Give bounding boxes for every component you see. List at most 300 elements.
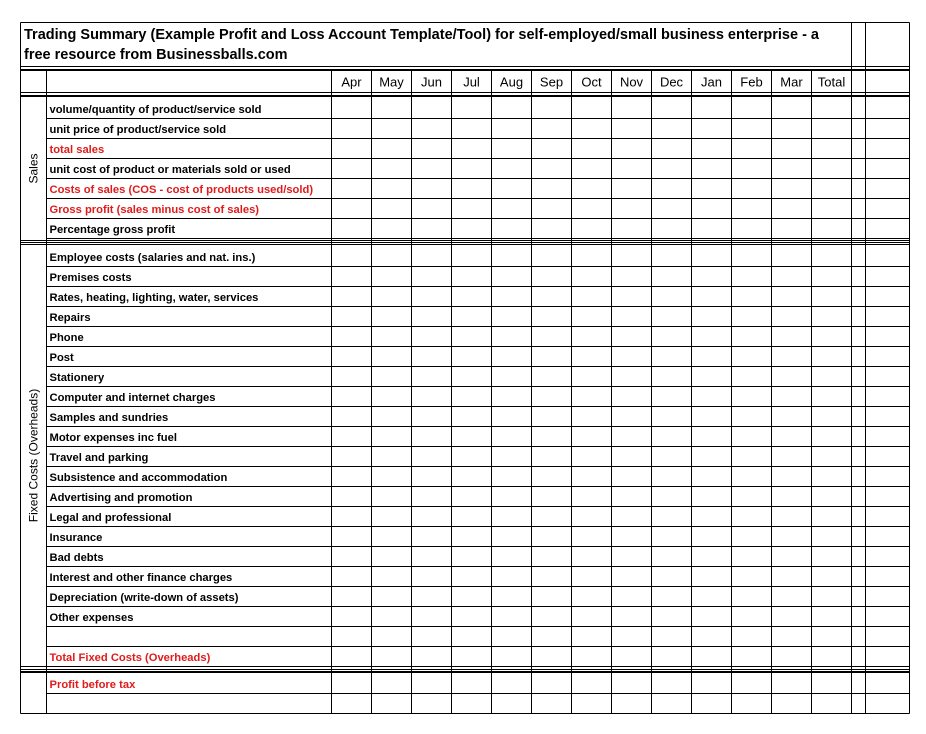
fixed_costs_section-cell[interactable] <box>612 387 651 406</box>
sales_section-cell[interactable] <box>612 119 651 138</box>
fixed_costs_section-cell[interactable] <box>532 367 571 386</box>
fixed_costs_section-cell[interactable] <box>612 527 651 546</box>
fixed_costs_section-cell[interactable] <box>492 307 531 326</box>
fixed_costs_section-cell[interactable] <box>492 447 531 466</box>
fixed_costs_section-cell[interactable] <box>732 487 771 506</box>
fixed_costs_section-cell[interactable] <box>412 287 451 306</box>
fixed_costs_section-cell[interactable] <box>372 647 411 666</box>
fixed_costs_section-cell[interactable] <box>372 527 411 546</box>
fixed_costs_section-cell[interactable] <box>492 607 531 626</box>
fixed_costs_section-cell[interactable] <box>332 587 371 606</box>
fixed_costs_section-cell[interactable] <box>412 587 451 606</box>
profit_section-cell[interactable] <box>612 674 651 693</box>
sales_section-cell[interactable] <box>452 179 491 198</box>
fixed_costs_section-cell[interactable] <box>652 607 691 626</box>
fixed_costs_section-cell[interactable] <box>532 447 571 466</box>
fixed_costs_section-cell[interactable] <box>692 587 731 606</box>
profit_section-cell[interactable] <box>732 694 771 713</box>
sales_section-cell[interactable] <box>612 219 651 238</box>
sales_section-cell[interactable] <box>652 119 691 138</box>
fixed_costs_section-cell[interactable] <box>332 487 371 506</box>
fixed_costs_section-cell[interactable] <box>812 367 851 386</box>
fixed_costs_section-cell[interactable] <box>372 347 411 366</box>
sales_section-cell[interactable] <box>492 179 531 198</box>
fixed_costs_section-cell[interactable] <box>692 427 731 446</box>
fixed_costs_section-cell[interactable] <box>572 347 611 366</box>
fixed_costs_section-cell[interactable] <box>572 367 611 386</box>
fixed_costs_section-cell[interactable] <box>612 507 651 526</box>
profit_section-cell[interactable] <box>332 674 371 693</box>
fixed_costs_section-cell[interactable] <box>332 347 371 366</box>
fixed_costs_section-cell[interactable] <box>532 307 571 326</box>
fixed_costs_section-cell[interactable] <box>412 527 451 546</box>
sales_section-cell[interactable] <box>412 159 451 178</box>
fixed_costs_section-cell[interactable] <box>812 347 851 366</box>
fixed_costs_section-cell[interactable] <box>652 347 691 366</box>
sales_section-cell[interactable] <box>412 139 451 158</box>
profit_section-cell[interactable] <box>812 674 851 693</box>
fixed_costs_section-cell[interactable] <box>452 347 491 366</box>
sales_section-cell[interactable] <box>492 99 531 118</box>
fixed_costs_section-cell[interactable] <box>612 307 651 326</box>
fixed_costs_section-cell[interactable] <box>652 567 691 586</box>
profit_section-cell[interactable] <box>532 694 571 713</box>
sales_section-cell[interactable] <box>732 119 771 138</box>
fixed_costs_section-cell[interactable] <box>692 367 731 386</box>
sales_section-cell[interactable] <box>372 139 411 158</box>
fixed_costs_section-cell[interactable] <box>732 527 771 546</box>
fixed_costs_section-cell[interactable] <box>732 567 771 586</box>
fixed_costs_section-cell[interactable] <box>732 367 771 386</box>
fixed_costs_section-cell[interactable] <box>332 287 371 306</box>
fixed_costs_section-cell[interactable] <box>572 287 611 306</box>
fixed_costs_section-cell[interactable] <box>452 247 491 266</box>
sales_section-cell[interactable] <box>772 199 811 218</box>
sales_section-cell[interactable] <box>812 119 851 138</box>
fixed_costs_section-cell[interactable] <box>492 647 531 666</box>
sales_section-cell[interactable] <box>332 99 371 118</box>
sales_section-cell[interactable] <box>732 199 771 218</box>
fixed_costs_section-cell[interactable] <box>612 487 651 506</box>
fixed_costs_section-cell[interactable] <box>652 267 691 286</box>
fixed_costs_section-cell[interactable] <box>772 327 811 346</box>
fixed_costs_section-cell[interactable] <box>412 467 451 486</box>
sales_section-cell[interactable] <box>772 139 811 158</box>
fixed_costs_section-cell[interactable] <box>692 567 731 586</box>
sales_section-cell[interactable] <box>372 199 411 218</box>
fixed_costs_section-cell[interactable] <box>372 367 411 386</box>
fixed_costs_section-cell[interactable] <box>772 447 811 466</box>
sales_section-cell[interactable] <box>452 159 491 178</box>
fixed_costs_section-cell[interactable] <box>812 587 851 606</box>
fixed_costs_section-cell[interactable] <box>812 647 851 666</box>
fixed_costs_section-cell[interactable] <box>492 287 531 306</box>
fixed_costs_section-cell[interactable] <box>772 607 811 626</box>
fixed_costs_section-cell[interactable] <box>732 307 771 326</box>
fixed_costs_section-cell[interactable] <box>452 307 491 326</box>
fixed_costs_section-cell[interactable] <box>812 607 851 626</box>
fixed_costs_section-cell[interactable] <box>732 327 771 346</box>
fixed_costs_section-cell[interactable] <box>532 387 571 406</box>
fixed_costs_section-cell[interactable] <box>372 307 411 326</box>
fixed_costs_section-cell[interactable] <box>652 247 691 266</box>
fixed_costs_section-cell[interactable] <box>332 507 371 526</box>
fixed_costs_section-cell[interactable] <box>492 507 531 526</box>
sales_section-cell[interactable] <box>492 219 531 238</box>
fixed_costs_section-cell[interactable] <box>492 347 531 366</box>
fixed_costs_section-cell[interactable] <box>572 507 611 526</box>
fixed_costs_section-cell[interactable] <box>412 547 451 566</box>
sales_section-cell[interactable] <box>412 199 451 218</box>
fixed_costs_section-cell[interactable] <box>492 467 531 486</box>
fixed_costs_section-cell[interactable] <box>372 467 411 486</box>
sales_section-cell[interactable] <box>692 119 731 138</box>
fixed_costs_section-cell[interactable] <box>732 387 771 406</box>
fixed_costs_section-cell[interactable] <box>772 427 811 446</box>
profit_section-cell[interactable] <box>692 674 731 693</box>
fixed_costs_section-cell[interactable] <box>412 567 451 586</box>
fixed_costs_section-cell[interactable] <box>652 507 691 526</box>
fixed_costs_section-cell[interactable] <box>532 547 571 566</box>
sales_section-cell[interactable] <box>452 99 491 118</box>
fixed_costs_section-cell[interactable] <box>572 527 611 546</box>
fixed_costs_section-cell[interactable] <box>372 287 411 306</box>
sales_section-cell[interactable] <box>652 199 691 218</box>
fixed_costs_section-cell[interactable] <box>652 427 691 446</box>
profit_section-cell[interactable] <box>412 694 451 713</box>
fixed_costs_section-cell[interactable] <box>532 247 571 266</box>
fixed_costs_section-cell[interactable] <box>372 507 411 526</box>
fixed_costs_section-cell[interactable] <box>332 387 371 406</box>
sales_section-cell[interactable] <box>652 219 691 238</box>
fixed_costs_section-cell[interactable] <box>412 507 451 526</box>
fixed_costs_section-cell[interactable] <box>532 327 571 346</box>
fixed_costs_section-cell[interactable] <box>812 567 851 586</box>
fixed_costs_section-cell[interactable] <box>772 247 811 266</box>
fixed_costs_section-cell[interactable] <box>652 647 691 666</box>
fixed_costs_section-cell[interactable] <box>772 387 811 406</box>
sales_section-cell[interactable] <box>772 119 811 138</box>
sales_section-cell[interactable] <box>572 159 611 178</box>
fixed_costs_section-cell[interactable] <box>412 387 451 406</box>
fixed_costs_section-cell[interactable] <box>532 507 571 526</box>
fixed_costs_section-cell[interactable] <box>772 487 811 506</box>
sales_section-cell[interactable] <box>612 99 651 118</box>
fixed_costs_section-cell[interactable] <box>652 367 691 386</box>
fixed_costs_section-cell[interactable] <box>372 607 411 626</box>
fixed_costs_section-cell[interactable] <box>772 287 811 306</box>
fixed_costs_section-cell[interactable] <box>412 247 451 266</box>
fixed_costs_section-cell[interactable] <box>452 387 491 406</box>
fixed_costs_section-cell[interactable] <box>492 247 531 266</box>
profit_section-cell[interactable] <box>452 674 491 693</box>
fixed_costs_section-cell[interactable] <box>452 407 491 426</box>
sales_section-cell[interactable] <box>412 179 451 198</box>
fixed_costs_section-cell[interactable] <box>652 327 691 346</box>
fixed_costs_section-cell[interactable] <box>692 467 731 486</box>
fixed_costs_section-cell[interactable] <box>772 647 811 666</box>
sales_section-cell[interactable] <box>532 219 571 238</box>
fixed_costs_section-cell[interactable] <box>332 467 371 486</box>
profit_section-cell[interactable] <box>532 674 571 693</box>
sales_section-cell[interactable] <box>612 199 651 218</box>
fixed_costs_section-cell[interactable] <box>412 487 451 506</box>
profit_section-cell[interactable] <box>572 674 611 693</box>
fixed_costs_section-cell[interactable] <box>532 407 571 426</box>
fixed_costs_section-cell[interactable] <box>412 627 451 646</box>
fixed_costs_section-cell[interactable] <box>532 567 571 586</box>
sales_section-cell[interactable] <box>532 199 571 218</box>
sales_section-cell[interactable] <box>412 119 451 138</box>
fixed_costs_section-cell[interactable] <box>372 547 411 566</box>
fixed_costs_section-cell[interactable] <box>692 447 731 466</box>
fixed_costs_section-cell[interactable] <box>732 407 771 426</box>
fixed_costs_section-cell[interactable] <box>612 587 651 606</box>
fixed_costs_section-cell[interactable] <box>412 307 451 326</box>
sales_section-cell[interactable] <box>532 179 571 198</box>
fixed_costs_section-cell[interactable] <box>812 507 851 526</box>
fixed_costs_section-cell[interactable] <box>612 567 651 586</box>
fixed_costs_section-cell[interactable] <box>332 247 371 266</box>
fixed_costs_section-cell[interactable] <box>412 647 451 666</box>
fixed_costs_section-cell[interactable] <box>732 507 771 526</box>
sales_section-cell[interactable] <box>332 119 371 138</box>
sales_section-cell[interactable] <box>812 139 851 158</box>
fixed_costs_section-cell[interactable] <box>572 547 611 566</box>
fixed_costs_section-cell[interactable] <box>372 587 411 606</box>
profit_section-cell[interactable] <box>372 674 411 693</box>
fixed_costs_section-cell[interactable] <box>572 467 611 486</box>
sales_section-cell[interactable] <box>612 159 651 178</box>
fixed_costs_section-cell[interactable] <box>452 607 491 626</box>
fixed_costs_section-cell[interactable] <box>612 607 651 626</box>
fixed_costs_section-cell[interactable] <box>612 427 651 446</box>
fixed_costs_section-cell[interactable] <box>732 427 771 446</box>
fixed_costs_section-cell[interactable] <box>732 247 771 266</box>
fixed_costs_section-cell[interactable] <box>612 267 651 286</box>
fixed_costs_section-cell[interactable] <box>732 547 771 566</box>
sales_section-cell[interactable] <box>732 179 771 198</box>
fixed_costs_section-cell[interactable] <box>452 367 491 386</box>
fixed_costs_section-cell[interactable] <box>812 267 851 286</box>
sales_section-cell[interactable] <box>332 159 371 178</box>
sales_section-cell[interactable] <box>812 179 851 198</box>
fixed_costs_section-cell[interactable] <box>492 567 531 586</box>
fixed_costs_section-cell[interactable] <box>812 547 851 566</box>
sales_section-cell[interactable] <box>812 219 851 238</box>
sales_section-cell[interactable] <box>572 219 611 238</box>
sales_section-cell[interactable] <box>532 99 571 118</box>
fixed_costs_section-cell[interactable] <box>692 307 731 326</box>
fixed_costs_section-cell[interactable] <box>772 567 811 586</box>
fixed_costs_section-cell[interactable] <box>452 287 491 306</box>
sheet-cells[interactable] <box>332 99 851 713</box>
fixed_costs_section-cell[interactable] <box>572 567 611 586</box>
fixed_costs_section-cell[interactable] <box>372 387 411 406</box>
fixed_costs_section-cell[interactable] <box>692 547 731 566</box>
sales_section-cell[interactable] <box>692 199 731 218</box>
fixed_costs_section-cell[interactable] <box>772 627 811 646</box>
fixed_costs_section-cell[interactable] <box>692 627 731 646</box>
fixed_costs_section-cell[interactable] <box>692 247 731 266</box>
fixed_costs_section-cell[interactable] <box>652 307 691 326</box>
fixed_costs_section-cell[interactable] <box>812 487 851 506</box>
fixed_costs_section-cell[interactable] <box>772 467 811 486</box>
fixed_costs_section-cell[interactable] <box>492 387 531 406</box>
fixed_costs_section-cell[interactable] <box>492 407 531 426</box>
profit_section-cell[interactable] <box>732 674 771 693</box>
fixed_costs_section-cell[interactable] <box>412 367 451 386</box>
fixed_costs_section-cell[interactable] <box>412 447 451 466</box>
fixed_costs_section-cell[interactable] <box>572 327 611 346</box>
fixed_costs_section-cell[interactable] <box>492 487 531 506</box>
fixed_costs_section-cell[interactable] <box>812 427 851 446</box>
fixed_costs_section-cell[interactable] <box>532 587 571 606</box>
sales_section-cell[interactable] <box>572 119 611 138</box>
fixed_costs_section-cell[interactable] <box>612 407 651 426</box>
fixed_costs_section-cell[interactable] <box>492 327 531 346</box>
fixed_costs_section-cell[interactable] <box>572 487 611 506</box>
sales_section-cell[interactable] <box>772 99 811 118</box>
sales_section-cell[interactable] <box>692 99 731 118</box>
fixed_costs_section-cell[interactable] <box>372 487 411 506</box>
fixed_costs_section-cell[interactable] <box>452 527 491 546</box>
fixed_costs_section-cell[interactable] <box>692 407 731 426</box>
fixed_costs_section-cell[interactable] <box>652 447 691 466</box>
sales_section-cell[interactable] <box>332 219 371 238</box>
fixed_costs_section-cell[interactable] <box>812 527 851 546</box>
sales_section-cell[interactable] <box>652 99 691 118</box>
profit_section-cell[interactable] <box>652 694 691 713</box>
sales_section-cell[interactable] <box>812 199 851 218</box>
fixed_costs_section-cell[interactable] <box>332 547 371 566</box>
fixed_costs_section-cell[interactable] <box>612 627 651 646</box>
fixed_costs_section-cell[interactable] <box>532 607 571 626</box>
sales_section-cell[interactable] <box>812 159 851 178</box>
fixed_costs_section-cell[interactable] <box>492 627 531 646</box>
fixed_costs_section-cell[interactable] <box>372 567 411 586</box>
fixed_costs_section-cell[interactable] <box>692 607 731 626</box>
fixed_costs_section-cell[interactable] <box>492 547 531 566</box>
fixed_costs_section-cell[interactable] <box>452 327 491 346</box>
fixed_costs_section-cell[interactable] <box>692 647 731 666</box>
fixed_costs_section-cell[interactable] <box>452 427 491 446</box>
fixed_costs_section-cell[interactable] <box>572 607 611 626</box>
fixed_costs_section-cell[interactable] <box>452 467 491 486</box>
sales_section-cell[interactable] <box>572 199 611 218</box>
fixed_costs_section-cell[interactable] <box>612 347 651 366</box>
profit_section-cell[interactable] <box>612 694 651 713</box>
fixed_costs_section-cell[interactable] <box>612 647 651 666</box>
sales_section-cell[interactable] <box>572 139 611 158</box>
fixed_costs_section-cell[interactable] <box>532 487 571 506</box>
profit_section-cell[interactable] <box>772 674 811 693</box>
fixed_costs_section-cell[interactable] <box>572 387 611 406</box>
sales_section-cell[interactable] <box>372 219 411 238</box>
fixed_costs_section-cell[interactable] <box>612 547 651 566</box>
fixed_costs_section-cell[interactable] <box>732 647 771 666</box>
fixed_costs_section-cell[interactable] <box>452 267 491 286</box>
fixed_costs_section-cell[interactable] <box>372 427 411 446</box>
fixed_costs_section-cell[interactable] <box>812 287 851 306</box>
fixed_costs_section-cell[interactable] <box>532 647 571 666</box>
fixed_costs_section-cell[interactable] <box>652 527 691 546</box>
fixed_costs_section-cell[interactable] <box>332 627 371 646</box>
fixed_costs_section-cell[interactable] <box>652 407 691 426</box>
fixed_costs_section-cell[interactable] <box>652 467 691 486</box>
fixed_costs_section-cell[interactable] <box>612 247 651 266</box>
fixed_costs_section-cell[interactable] <box>772 587 811 606</box>
fixed_costs_section-cell[interactable] <box>452 587 491 606</box>
sales_section-cell[interactable] <box>572 179 611 198</box>
fixed_costs_section-cell[interactable] <box>332 327 371 346</box>
fixed_costs_section-cell[interactable] <box>412 267 451 286</box>
sales_section-cell[interactable] <box>372 119 411 138</box>
fixed_costs_section-cell[interactable] <box>452 507 491 526</box>
sales_section-cell[interactable] <box>652 139 691 158</box>
profit_section-cell[interactable] <box>412 674 451 693</box>
fixed_costs_section-cell[interactable] <box>812 387 851 406</box>
sales_section-cell[interactable] <box>492 159 531 178</box>
profit_section-cell[interactable] <box>772 694 811 713</box>
sales_section-cell[interactable] <box>372 179 411 198</box>
fixed_costs_section-cell[interactable] <box>772 407 811 426</box>
fixed_costs_section-cell[interactable] <box>332 567 371 586</box>
sales_section-cell[interactable] <box>732 139 771 158</box>
profit_section-cell[interactable] <box>492 694 531 713</box>
fixed_costs_section-cell[interactable] <box>812 327 851 346</box>
sales_section-cell[interactable] <box>332 199 371 218</box>
fixed_costs_section-cell[interactable] <box>452 547 491 566</box>
fixed_costs_section-cell[interactable] <box>332 447 371 466</box>
sales_section-cell[interactable] <box>692 219 731 238</box>
fixed_costs_section-cell[interactable] <box>412 347 451 366</box>
sales_section-cell[interactable] <box>612 139 651 158</box>
sales_section-cell[interactable] <box>732 99 771 118</box>
fixed_costs_section-cell[interactable] <box>492 587 531 606</box>
fixed_costs_section-cell[interactable] <box>532 527 571 546</box>
sales_section-cell[interactable] <box>692 179 731 198</box>
fixed_costs_section-cell[interactable] <box>572 447 611 466</box>
fixed_costs_section-cell[interactable] <box>572 647 611 666</box>
fixed_costs_section-cell[interactable] <box>692 387 731 406</box>
fixed_costs_section-cell[interactable] <box>732 587 771 606</box>
sales_section-cell[interactable] <box>372 99 411 118</box>
fixed_costs_section-cell[interactable] <box>812 627 851 646</box>
fixed_costs_section-cell[interactable] <box>572 307 611 326</box>
fixed_costs_section-cell[interactable] <box>532 467 571 486</box>
fixed_costs_section-cell[interactable] <box>412 607 451 626</box>
sales_section-cell[interactable] <box>652 179 691 198</box>
sales_section-cell[interactable] <box>732 219 771 238</box>
fixed_costs_section-cell[interactable] <box>372 447 411 466</box>
fixed_costs_section-cell[interactable] <box>452 627 491 646</box>
fixed_costs_section-cell[interactable] <box>692 347 731 366</box>
fixed_costs_section-cell[interactable] <box>772 367 811 386</box>
fixed_costs_section-cell[interactable] <box>492 267 531 286</box>
sales_section-cell[interactable] <box>532 139 571 158</box>
fixed_costs_section-cell[interactable] <box>332 367 371 386</box>
fixed_costs_section-cell[interactable] <box>412 407 451 426</box>
fixed_costs_section-cell[interactable] <box>612 447 651 466</box>
fixed_costs_section-cell[interactable] <box>332 407 371 426</box>
fixed_costs_section-cell[interactable] <box>572 267 611 286</box>
fixed_costs_section-cell[interactable] <box>572 627 611 646</box>
sales_section-cell[interactable] <box>812 99 851 118</box>
fixed_costs_section-cell[interactable] <box>372 267 411 286</box>
fixed_costs_section-cell[interactable] <box>692 267 731 286</box>
fixed_costs_section-cell[interactable] <box>652 387 691 406</box>
